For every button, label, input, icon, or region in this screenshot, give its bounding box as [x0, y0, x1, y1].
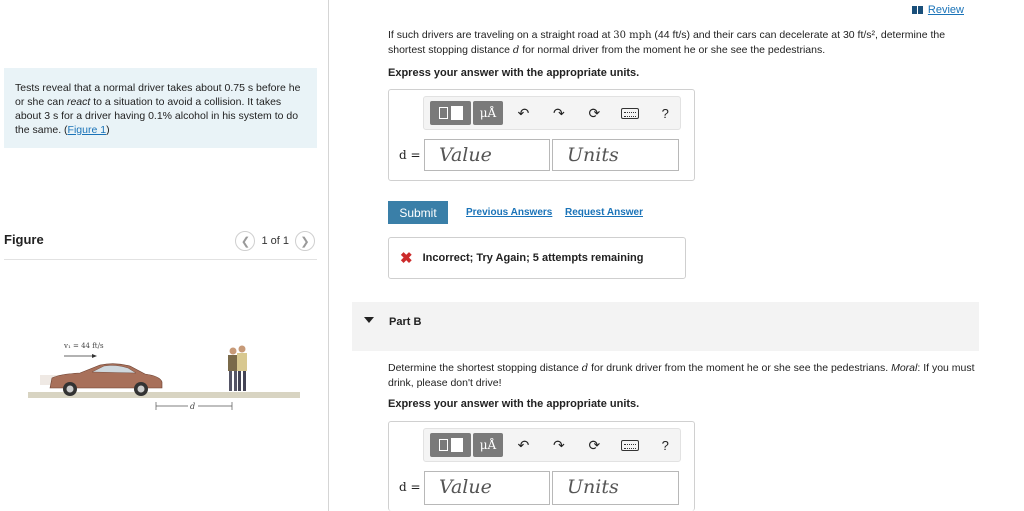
- part-b-express: Express your answer with the appropriate units.: [388, 398, 640, 410]
- caret-down-icon: [364, 317, 374, 323]
- intro-text-1: Tests reveal that a normal driver takes about 0.75 s before he or she can: [15, 82, 301, 108]
- distance-label: d: [190, 402, 196, 411]
- prev-figure-button[interactable]: [235, 231, 255, 251]
- next-figure-button[interactable]: [295, 231, 315, 251]
- part-b-text-1: Determine the shortest stopping distance: [388, 362, 582, 374]
- part-b-moral: Moral: [891, 362, 918, 374]
- part-a-units-input[interactable]: Units: [552, 139, 679, 171]
- part-b-var: d: [581, 363, 589, 374]
- reset-icon[interactable]: ⟳: [588, 436, 601, 453]
- pedestrians: [228, 346, 247, 392]
- left-panel: [0, 0, 328, 511]
- intro-text-3: ): [106, 124, 110, 136]
- velocity-label: v₁ = 44 ft/s: [64, 342, 104, 350]
- part-b-answer-box: [388, 421, 695, 511]
- book-icon: [912, 6, 923, 14]
- keyboard-icon[interactable]: [615, 101, 644, 125]
- part-a-text-1: If such drivers are traveling on a straight road at: [388, 29, 614, 41]
- part-a-text-3: for normal driver from the moment he or she see the pedestrians.: [519, 44, 826, 56]
- part-a-toolbar: [423, 96, 681, 130]
- units-button[interactable]: μÅ: [473, 433, 502, 457]
- undo-icon[interactable]: ↶: [517, 436, 530, 453]
- figure-image: [20, 330, 310, 430]
- feedback-box: [388, 237, 686, 279]
- part-a-text-2: (44 ft/s) and their cars can decelerate at 30 ft/s², determine the shortest stopping distance: [388, 29, 946, 56]
- submit-button[interactable]: Submit: [388, 201, 448, 224]
- part-b-answer-label: d =: [399, 480, 421, 494]
- part-b-units-input[interactable]: Units: [552, 471, 679, 505]
- part-a-express: Express your answer with the appropriate units.: [388, 67, 640, 79]
- pager-text: 1 of 1: [261, 235, 289, 247]
- part-a-answer-box: [388, 89, 695, 181]
- part-b-text-3: : If you must drink, please don't drive!: [388, 362, 975, 389]
- review-link[interactable]: Review: [927, 4, 964, 16]
- previous-answers-link[interactable]: Previous Answers: [466, 207, 553, 218]
- feedback-text: Incorrect; Try Again; 5 attempts remaining: [422, 252, 644, 264]
- help-button[interactable]: ?: [661, 437, 669, 453]
- figure-header: [4, 230, 317, 260]
- part-a-var: d: [512, 45, 520, 56]
- part-a-problem: [388, 28, 968, 58]
- part-b-value-input[interactable]: Value: [424, 471, 550, 505]
- keyboard-icon[interactable]: [615, 433, 644, 457]
- review-link-wrap[interactable]: [912, 4, 964, 16]
- chevron-right-icon: ❯: [300, 235, 310, 248]
- intro-text-2: to a situation to avoid a collision. It takes about 3 s for a driver having 0.1% alcohol in his system to do the same. (: [15, 96, 299, 136]
- part-a-answer-label: d =: [399, 148, 421, 162]
- part-b-toolbar: [423, 428, 681, 462]
- part-b-title: Part B: [389, 316, 422, 328]
- request-answer-link[interactable]: Request Answer: [565, 207, 643, 218]
- figure-link[interactable]: Figure 1: [67, 124, 107, 136]
- velocity-arrowhead: [92, 354, 97, 358]
- close-x-icon: ✖: [400, 250, 413, 267]
- templates-button[interactable]: [430, 101, 471, 125]
- reset-icon[interactable]: ⟳: [588, 104, 601, 121]
- undo-icon[interactable]: ↶: [517, 104, 530, 121]
- part-b-problem: [388, 361, 983, 390]
- intro-react: react: [66, 96, 91, 108]
- units-button[interactable]: μÅ: [473, 101, 502, 125]
- figure-title: Figure: [4, 232, 44, 247]
- car-hub-front: [138, 386, 145, 393]
- part-b-header[interactable]: [352, 302, 979, 351]
- problem-intro: [4, 68, 317, 148]
- templates-button[interactable]: [430, 433, 471, 457]
- part-a-speed: 30 mph: [613, 30, 652, 41]
- part-a-value-input[interactable]: Value: [424, 139, 550, 171]
- car-hub-rear: [67, 386, 74, 393]
- help-button[interactable]: ?: [661, 105, 669, 121]
- column-divider: [328, 0, 329, 511]
- figure-pager: [235, 231, 315, 251]
- redo-icon[interactable]: ↷: [553, 436, 565, 453]
- chevron-left-icon: ❮: [240, 235, 251, 248]
- part-b-text-2: for drunk driver from the moment he or she see the pedestrians.: [588, 362, 892, 374]
- redo-icon[interactable]: ↷: [553, 104, 565, 121]
